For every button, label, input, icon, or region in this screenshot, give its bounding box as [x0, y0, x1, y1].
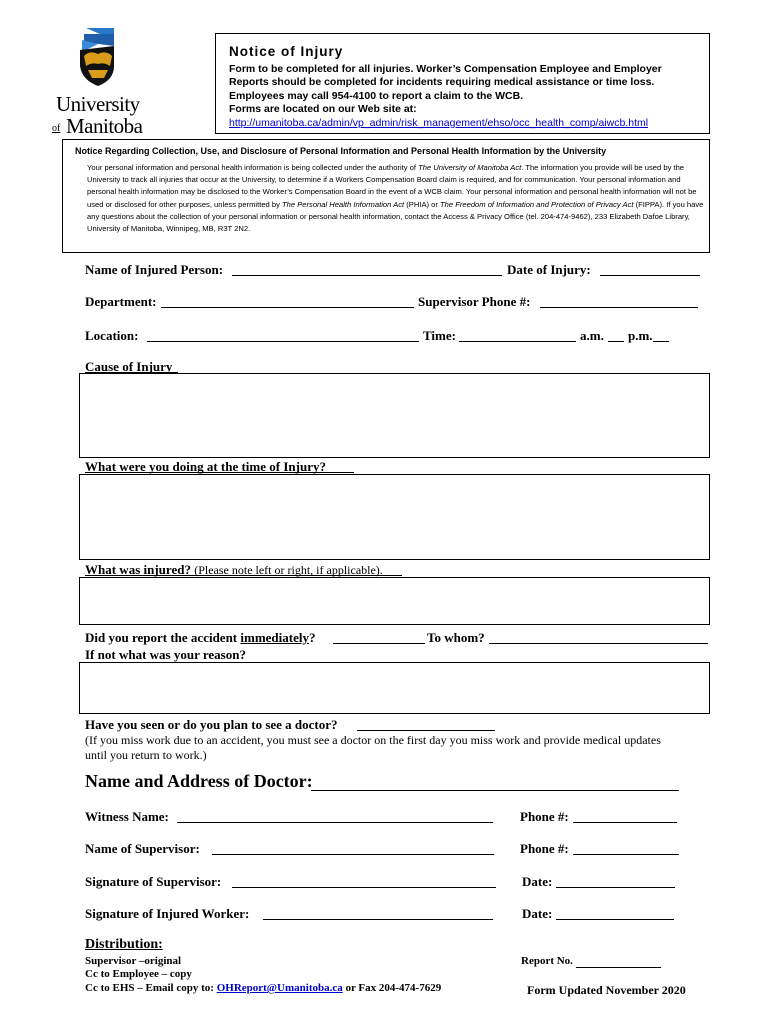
reason-label: If not what was your reason? — [85, 647, 246, 662]
logo-university: University — [56, 92, 140, 116]
worker-signature-label: Signature of Injured Worker: — [85, 906, 250, 921]
doctor-note-2: until you return to work.) — [85, 748, 207, 762]
witness-phone-label: Phone #: — [520, 809, 569, 824]
to-whom-field[interactable] — [489, 643, 708, 644]
injured-what-label: What was injured? (Please note left or right, if applicable). — [85, 562, 383, 577]
date-of-injury-field[interactable] — [600, 275, 700, 276]
supervisor-phone-field[interactable] — [540, 307, 698, 308]
report-number-label: Report No. — [521, 955, 573, 967]
supervisor-name-phone-label: Phone #: — [520, 841, 569, 856]
distribution-heading: Distribution: — [85, 937, 163, 952]
am-label: a.m. — [580, 328, 604, 343]
witness-field[interactable] — [177, 822, 493, 823]
reported-label: Did you report the accident immediately? — [85, 630, 316, 645]
to-whom-label: To whom? — [427, 630, 485, 645]
supervisor-name-label: Name of Supervisor: — [85, 841, 200, 856]
doing-label: What were you doing at the time of Injury? — [85, 459, 326, 474]
header-line-4: Forms are located on our Web site at: — [229, 103, 417, 115]
distribution-line-2: Cc to Employee – copy — [85, 968, 192, 980]
witness-phone-field[interactable] — [573, 822, 677, 823]
header-line-3: Employees may call 954-4100 to report a claim to the WCB. — [229, 90, 524, 102]
doing-underline — [85, 472, 354, 473]
supervisor-date-field[interactable] — [556, 887, 675, 888]
doctor-note-1: (If you miss work due to an accident, you must see a doctor on the first day you miss work and provide medical updates — [85, 733, 661, 747]
injured-name-field[interactable] — [232, 275, 502, 276]
pm-label: p.m. — [628, 328, 653, 343]
injured-name-label: Name of Injured Person: — [85, 262, 224, 277]
ohreport-email-link[interactable]: OHReport@Umanitoba.ca — [216, 982, 343, 994]
doctor-question-label: Have you seen or do you plan to see a doctor? — [85, 717, 338, 732]
doctor-name-field[interactable] — [311, 790, 679, 791]
doctor-name-label: Name and Address of Doctor: — [85, 771, 313, 791]
privacy-text: Your personal information and personal health information is being collected under the authority of The University of Manitoba Act. The information you provide will be used by the University to track all injuries that occur at the University, to determine if a Workers Compensation Board claim is required, and for communication. Your personal information and personal health information may be disclosed to the Worker’s Compensation Board in the event of a WCB claim. Your personal information and personal health information will not be used or disclosed for other purposes, unless permitted by The Personal Health Information Act (PHIA) or The Freedom of Information and Protection of Privacy Act (FIPPA). If you have any questions about the collection of your personal information or personal health information, contact the Access & Privacy Office (tel. 204-474-9462), 233 Elizabeth Dafoe Library, University of Manitoba, Winnipeg, MB, R3T 2N2. — [87, 163, 704, 234]
shield-icon — [78, 26, 118, 88]
location-field[interactable] — [147, 341, 419, 342]
department-label: Department: — [85, 294, 157, 309]
supervisor-signature-field[interactable] — [232, 887, 496, 888]
time-label: Time: — [423, 328, 456, 343]
injured-what-underline — [85, 575, 402, 576]
privacy-title: Notice Regarding Collection, Use, and Disclosure of Personal Information and Personal Health Information by the University — [75, 146, 607, 156]
supervisor-date-label: Date: — [522, 874, 553, 889]
reported-field[interactable] — [333, 643, 425, 644]
worker-signature-field[interactable] — [263, 919, 493, 920]
supervisor-name-phone-field[interactable] — [573, 854, 679, 855]
worker-date-label: Date: — [522, 906, 553, 921]
wcb-forms-link[interactable]: http://umanitoba.ca/admin/vp_admin/risk_management/ehso/occ_health_comp/aiwcb.html — [229, 117, 649, 129]
header-line-2: Reports should be completed for incidents requiring medical assistance or time loss. — [229, 76, 655, 88]
header-line-1: Form to be completed for all injuries. Worker’s Compensation Employee and Employer — [229, 63, 662, 75]
distribution-line-3: Cc to EHS – Email copy to: OHReport@Umanitoba.ca or Fax 204-474-7629 — [85, 982, 442, 994]
university-logo — [50, 26, 150, 138]
worker-date-field[interactable] — [556, 919, 674, 920]
cause-textarea[interactable] — [79, 373, 710, 458]
supervisor-signature-label: Signature of Supervisor: — [85, 874, 222, 889]
doctor-question-field[interactable] — [357, 730, 495, 731]
supervisor-phone-label: Supervisor Phone #: — [418, 294, 531, 309]
report-number-field[interactable] — [576, 967, 661, 968]
distribution-line-1: Supervisor –original — [85, 955, 182, 967]
form-updated-label: Form Updated November 2020 — [527, 983, 686, 997]
location-label: Location: — [85, 328, 139, 343]
notice-title: Notice of Injury — [229, 44, 344, 59]
injured-what-textarea[interactable] — [79, 577, 710, 625]
logo-of: of — [52, 123, 61, 134]
am-field[interactable] — [608, 341, 624, 342]
time-field[interactable] — [459, 341, 576, 342]
department-field[interactable] — [161, 307, 414, 308]
date-of-injury-label: Date of Injury: — [507, 262, 591, 277]
reason-textarea[interactable] — [79, 662, 710, 714]
witness-label: Witness Name: — [85, 809, 169, 824]
doing-textarea[interactable] — [79, 474, 710, 560]
supervisor-name-field[interactable] — [212, 854, 494, 855]
cause-label: Cause of Injury — [85, 359, 173, 374]
logo-manitoba: Manitoba — [66, 114, 143, 138]
pm-field[interactable] — [653, 341, 669, 342]
